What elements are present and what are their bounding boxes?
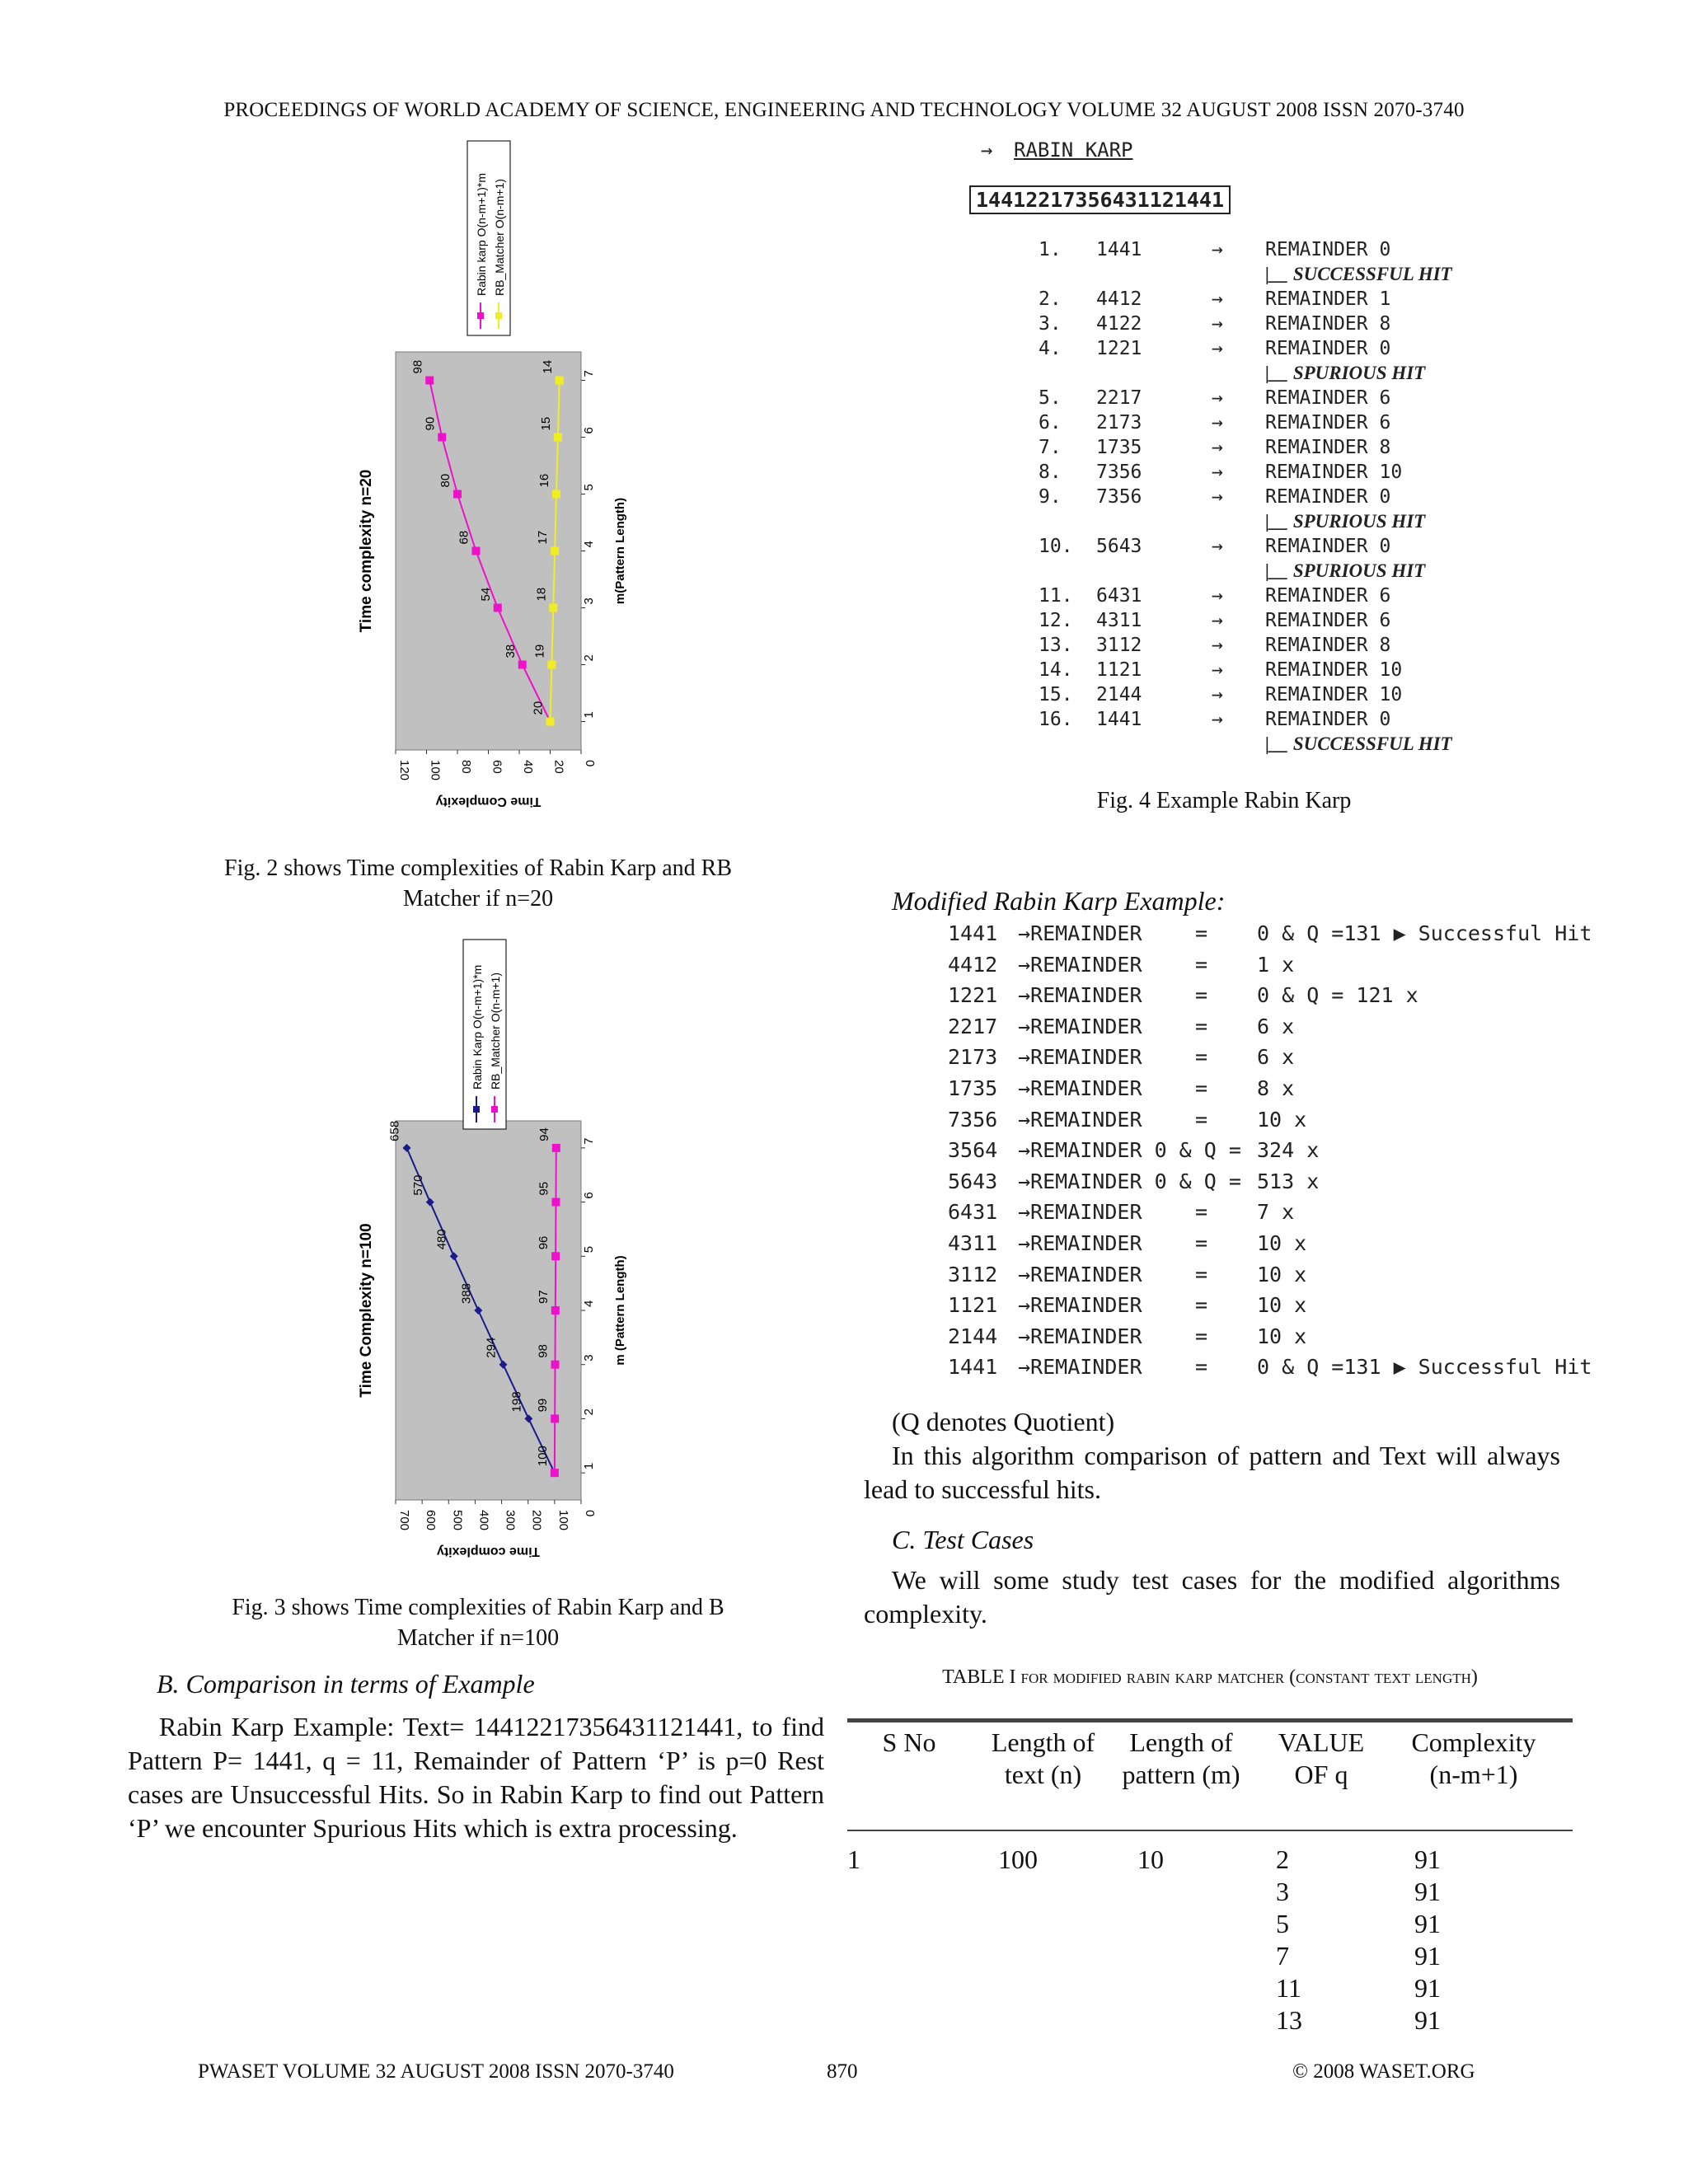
modified-row-result: 8 x	[1257, 1076, 1295, 1100]
x-tick-label: 1	[582, 1462, 596, 1470]
fig4-row-number: 16.	[1039, 709, 1073, 730]
data-point	[551, 1306, 560, 1315]
data-label: 18	[534, 587, 549, 602]
legend-marker	[473, 1106, 480, 1113]
table1-cell-q: 13	[1276, 2005, 1302, 2035]
fig4-row-remainder: REMAINDER 8	[1265, 313, 1391, 335]
x-tick-label: 1	[582, 711, 596, 719]
modified-row-equals: =	[1195, 1355, 1208, 1380]
legend-entry: RB_Matcher O(n-m+1)	[489, 972, 502, 1090]
modified-row-result: 7 x	[1257, 1200, 1295, 1225]
x-tick-label: 5	[582, 1245, 596, 1254]
fig4-row-value: 6431	[1096, 585, 1142, 607]
section-b-heading: B. Comparison in terms of Example	[157, 1669, 535, 1699]
table1-cell-complexity: 91	[1414, 1844, 1441, 1874]
x-tick-label: 7	[582, 1137, 596, 1145]
fig4-row-number: 13.	[1039, 635, 1073, 656]
fig2-chart	[338, 136, 643, 812]
y-tick-label: 200	[529, 1510, 544, 1531]
modified-row-result: 6 x	[1257, 1045, 1295, 1070]
data-label: 80	[438, 473, 452, 488]
modified-row-value: 3564	[948, 1138, 998, 1163]
data-label: 388	[459, 1282, 474, 1304]
fig4-row-note: |__ SPURIOUS HIT	[1265, 560, 1426, 581]
table1-cell-sno: 1	[847, 1844, 860, 1874]
data-label: 96	[537, 1235, 551, 1250]
fig4-row-remainder: REMAINDER 1	[1265, 288, 1391, 310]
fig4-row-remainder: REMAINDER 0	[1265, 486, 1391, 508]
fig4-row-remainder: REMAINDER 8	[1265, 437, 1391, 458]
fig4-row-number: 6.	[1039, 412, 1062, 434]
data-point	[551, 547, 559, 555]
modified-row-value: 1441	[948, 921, 998, 945]
fig4-row-remainder: REMAINDER 0	[1265, 338, 1391, 359]
modified-row-result: 10 x	[1257, 1107, 1307, 1132]
modified-row-value: 1441	[948, 1355, 998, 1380]
fig4-row-number: 10.	[1039, 536, 1073, 557]
x-tick-label: 3	[582, 598, 596, 605]
fig3-chart	[338, 931, 643, 1558]
fig4-row-value: 4311	[1096, 610, 1142, 631]
fig4-row-number: 9.	[1039, 486, 1062, 508]
modified-row-result: 0 & Q = 121 x	[1257, 983, 1418, 1008]
data-point	[551, 1252, 560, 1260]
table1-header-complexity: Complexity (n-m+1)	[1411, 1727, 1536, 1789]
modified-row-equals: =	[1195, 1014, 1208, 1038]
fig4-row-note: |__ SUCCESSFUL HIT	[1265, 733, 1452, 754]
fig4-caption: Fig. 4 Example Rabin Karp	[1096, 788, 1352, 813]
modified-row-value: 4311	[948, 1231, 998, 1255]
modified-row-label: →REMAINDER	[1018, 1231, 1142, 1255]
modified-row-result: 10 x	[1257, 1324, 1307, 1348]
legend-marker	[477, 312, 484, 319]
fig4-row-arrow: →	[1212, 536, 1223, 557]
data-label: 95	[537, 1181, 551, 1196]
fig4-row-arrow: →	[1212, 585, 1223, 607]
fig4-text-box: 14412217356431121441	[969, 185, 1231, 214]
fig2-chart-svg	[338, 136, 643, 812]
x-axis-title: m(Pattern Length)	[613, 497, 627, 605]
y-tick-label: 60	[490, 760, 504, 774]
modified-row-label: →REMAINDER	[1018, 1262, 1142, 1286]
fig4-row-value: 7356	[1096, 462, 1142, 483]
fig4-row-number: 11.	[1039, 585, 1073, 607]
table1-title-rest: for modified rabin karp matcher (constant text length)	[1020, 1666, 1478, 1688]
fig4-row-arrow: →	[1212, 709, 1223, 730]
modified-row-value: 5643	[948, 1169, 998, 1193]
data-label: 99	[536, 1398, 551, 1413]
legend-entry: Rabin Karp O(n-m+1)*m	[471, 964, 484, 1090]
fig4-row-arrow: →	[1212, 684, 1223, 705]
x-tick-label: 4	[582, 1300, 596, 1307]
table1-cell-q: 2	[1276, 1844, 1289, 1874]
modified-row-equals: =	[1195, 1076, 1208, 1100]
x-tick-label: 5	[582, 484, 596, 491]
fig4-row-value: 1441	[1096, 709, 1142, 730]
y-tick-label: 100	[428, 760, 443, 781]
fig4-row-number: 1.	[1039, 239, 1062, 260]
data-label: 294	[484, 1337, 499, 1358]
fig4-row-number: 2.	[1039, 288, 1062, 310]
data-point	[552, 490, 560, 499]
table1-cell-complexity: 91	[1414, 1941, 1441, 1971]
data-label: 94	[537, 1127, 551, 1141]
modified-row-label: →REMAINDER 0 & Q =	[1018, 1138, 1241, 1163]
fig4-row-arrow: →	[1212, 313, 1223, 335]
section-c-heading: C. Test Cases	[892, 1525, 1034, 1554]
fig4-row-arrow: →	[1212, 486, 1223, 508]
fig4-row-value: 1221	[1096, 338, 1142, 359]
modified-row-equals: =	[1195, 1231, 1208, 1255]
fig4-row-number: 8.	[1039, 462, 1062, 483]
data-label: 658	[387, 1120, 402, 1141]
table1-cell-m: 10	[1137, 1844, 1164, 1874]
modified-row-value: 6431	[948, 1200, 998, 1225]
fig4-title: RABIN KARP	[1014, 138, 1133, 162]
x-tick-label: 6	[582, 1192, 596, 1199]
table1-cell-q: 7	[1276, 1941, 1289, 1971]
fig4-row-number: 3.	[1039, 313, 1062, 335]
data-point	[551, 1414, 559, 1422]
modified-table	[948, 921, 1592, 1391]
modified-row-result: 513 x	[1257, 1169, 1320, 1193]
modified-row-value: 4412	[948, 952, 998, 977]
modified-row-value: 2173	[948, 1045, 998, 1070]
data-point	[546, 718, 555, 726]
modified-row-result: 10 x	[1257, 1262, 1307, 1286]
x-tick-label: 6	[582, 427, 596, 434]
data-point	[472, 547, 481, 555]
data-label: 97	[536, 1290, 551, 1304]
modified-row-result: 10 x	[1257, 1293, 1307, 1318]
y-tick-label: 0	[583, 760, 597, 767]
y-axis-title: Time complexity	[436, 1544, 541, 1558]
legend-entry: Rabin karp O(n-m+1)*m	[475, 173, 488, 296]
legend-marker	[491, 1106, 498, 1113]
data-label: 19	[532, 644, 547, 658]
modified-row-equals: =	[1195, 952, 1208, 977]
fig4-row-value: 5643	[1096, 536, 1142, 557]
fig4-row-remainder: REMAINDER 6	[1265, 412, 1391, 434]
y-tick-label: 80	[459, 760, 473, 774]
data-label: 17	[536, 530, 551, 545]
modified-row-equals: =	[1195, 983, 1208, 1008]
modified-row-value: 1121	[948, 1293, 998, 1318]
modified-row-result: 1 x	[1257, 952, 1295, 977]
modified-row-value: 2217	[948, 1014, 998, 1038]
data-label: 68	[457, 530, 471, 545]
fig4-row-remainder: REMAINDER 0	[1265, 536, 1391, 557]
legend-marker	[495, 312, 502, 319]
modified-row-result: 0 & Q =131 ▶ Successful Hit	[1257, 1355, 1592, 1380]
y-tick-label: 500	[450, 1510, 465, 1531]
data-label: 20	[531, 701, 546, 715]
data-label: 98	[536, 1344, 551, 1358]
table1-cell-q: 11	[1276, 1973, 1301, 2003]
modified-row-result: 0 & Q =131 ▶ Successful Hit	[1257, 921, 1592, 945]
y-tick-label: 400	[476, 1510, 491, 1531]
fig4-row-note: |__ SPURIOUS HIT	[1265, 363, 1426, 383]
fig4-row-value: 2217	[1096, 387, 1142, 409]
table1-header-m: Length of pattern (m)	[1122, 1727, 1240, 1789]
data-point	[556, 377, 564, 385]
fig3-chart-svg	[338, 931, 643, 1558]
fig4-row-value: 3112	[1096, 635, 1142, 656]
footer-left: PWASET VOLUME 32 AUGUST 2008 ISSN 2070-3740	[198, 2060, 674, 2083]
data-label: 100	[535, 1446, 550, 1467]
data-point	[518, 661, 527, 669]
data-label: 14	[540, 359, 555, 374]
modified-row-label: →REMAINDER	[1018, 1293, 1142, 1318]
data-point	[453, 490, 462, 499]
data-label: 16	[537, 473, 551, 488]
data-point	[551, 1198, 560, 1207]
section-b-text: Rabin Karp Example: Text= 14412217356431121441, to find Pattern P= 1441, q = 11, Remainder of Pattern ‘P’ is p=0 Rest cases are Unsuccessful Hits. So in Rabin Karp to find out Pattern ‘P’ we encounter Spurious Hits which is extra processing.	[128, 1712, 824, 1843]
modified-row-result: 6 x	[1257, 1014, 1295, 1038]
fig4-title-arrow: →	[981, 138, 993, 162]
x-axis-title: m (Pattern Length)	[613, 1255, 627, 1366]
fig4-row-value: 2173	[1096, 412, 1142, 434]
section-c-paragraph	[864, 1563, 1560, 1631]
fig4-row-arrow: →	[1212, 462, 1223, 483]
fig4-row-value: 1121	[1096, 659, 1142, 681]
fig4-row-arrow: →	[1212, 659, 1223, 681]
table1-top-rule	[847, 1718, 1573, 1722]
modified-row-label: →REMAINDER	[1018, 1324, 1142, 1348]
fig4-row-value: 1735	[1096, 437, 1142, 458]
fig4-row-value: 2144	[1096, 684, 1142, 705]
footer-page-number: 870	[827, 2060, 858, 2083]
data-label: 98	[410, 359, 425, 374]
chart-title: Time Complexity n=100	[358, 1223, 375, 1398]
modified-row-label: →REMAINDER	[1018, 1355, 1142, 1380]
fig4-row-note: |__ SPURIOUS HIT	[1265, 511, 1426, 532]
x-tick-label: 7	[582, 370, 596, 377]
data-point	[547, 661, 556, 669]
y-tick-label: 40	[521, 760, 535, 774]
table1-title	[847, 1666, 1573, 1689]
modified-note-text: (Q denotes Quotient)	[892, 1407, 1115, 1436]
fig4-row-arrow: →	[1212, 288, 1223, 310]
modified-row-equals: =	[1195, 1200, 1208, 1225]
modified-row-label: →REMAINDER 0 & Q =	[1018, 1169, 1241, 1193]
data-label: 480	[434, 1229, 449, 1250]
fig4-row-value: 4412	[1096, 288, 1142, 310]
modified-row-label: →REMAINDER	[1018, 952, 1142, 977]
modified-row-equals: =	[1195, 1324, 1208, 1348]
fig2-caption-line2: Matcher if n=20	[402, 886, 554, 912]
fig4-figure	[964, 136, 1508, 771]
modified-row-label: →REMAINDER	[1018, 921, 1142, 945]
data-label: 38	[503, 644, 518, 658]
y-tick-label: 100	[556, 1510, 570, 1531]
data-label: 15	[538, 416, 553, 431]
fig4-row-number: 7.	[1039, 437, 1062, 458]
fig4-row-remainder: REMAINDER 0	[1265, 709, 1391, 730]
modified-row-value: 3112	[948, 1262, 998, 1286]
modified-row-equals: =	[1195, 1045, 1208, 1070]
y-tick-label: 20	[551, 760, 566, 774]
fig3-caption-line1: Fig. 3 shows Time complexities of Rabin Karp and B	[232, 1595, 724, 1620]
data-point	[494, 604, 502, 612]
y-tick-label: 120	[397, 760, 411, 781]
fig4-row-arrow: →	[1212, 635, 1223, 656]
fig4-row-arrow: →	[1212, 610, 1223, 631]
fig4-row-number: 15.	[1039, 684, 1073, 705]
modified-row-value: 2144	[948, 1324, 998, 1348]
legend-entry: RB_Matcher O(n-m+1)	[493, 179, 506, 296]
modified-row-label: →REMAINDER	[1018, 1200, 1142, 1225]
fig4-row-remainder: REMAINDER 6	[1265, 585, 1391, 607]
modified-row-label: →REMAINDER	[1018, 1014, 1142, 1038]
x-tick-label: 2	[582, 1408, 596, 1416]
modified-heading: Modified Rabin Karp Example:	[892, 886, 1226, 916]
table1-header-n: Length of text (n)	[991, 1727, 1095, 1789]
chart-title: Time complexity n=20	[358, 469, 375, 633]
data-label: 54	[478, 587, 493, 602]
modified-row-result: 10 x	[1257, 1231, 1307, 1255]
table1-header-q: VALUE OF q	[1278, 1727, 1365, 1789]
x-tick-label: 2	[582, 654, 596, 662]
y-tick-label: 700	[397, 1510, 411, 1531]
fig4-row-remainder: REMAINDER 10	[1265, 659, 1403, 681]
modified-row-label: →REMAINDER	[1018, 983, 1142, 1008]
data-label: 90	[423, 416, 438, 431]
fig4-row-value: 1441	[1096, 239, 1142, 260]
section-b-paragraph	[128, 1710, 824, 1845]
fig4-row-number: 12.	[1039, 610, 1073, 631]
fig4-row-remainder: REMAINDER 10	[1265, 462, 1403, 483]
modified-row-value: 1735	[948, 1076, 998, 1100]
fig4-row-value: 7356	[1096, 486, 1142, 508]
fig4-row-remainder: REMAINDER 8	[1265, 635, 1391, 656]
fig3-caption	[140, 1592, 816, 1653]
fig4-row-value: 4122	[1096, 313, 1142, 335]
x-tick-label: 4	[582, 541, 596, 548]
fig4-row-note: |__ SUCCESSFUL HIT	[1265, 264, 1452, 284]
fig4-row-number: 14.	[1039, 659, 1073, 681]
running-header: PROCEEDINGS OF WORLD ACADEMY OF SCIENCE, ENGINEERING AND TECHNOLOGY VOLUME 32 AUGUST 2008 ISSN 2070-3740	[223, 99, 1465, 121]
table1-cell-n: 100	[998, 1844, 1038, 1874]
data-point	[438, 434, 446, 442]
table1-cell-complexity: 91	[1414, 1909, 1441, 1938]
section-c-text: We will some study test cases for the modified algorithms complexity.	[864, 1565, 1560, 1629]
data-point	[425, 377, 434, 385]
y-tick-label: 600	[424, 1510, 438, 1531]
fig4-row-remainder: REMAINDER 0	[1265, 239, 1391, 260]
footer-right: © 2008 WASET.ORG	[1292, 2060, 1475, 2083]
table1-header-sno: S No	[882, 1727, 936, 1757]
table1-cell-complexity: 91	[1414, 1973, 1441, 2003]
fig4-row-number: 4.	[1039, 338, 1062, 359]
data-label: 570	[410, 1174, 425, 1196]
table1-cell-complexity: 91	[1414, 1877, 1441, 1906]
table1-header-rule	[847, 1830, 1573, 1831]
fig3-caption-line2: Matcher if n=100	[396, 1625, 560, 1651]
fig4-row-arrow: →	[1212, 412, 1223, 434]
table1-cell-q: 3	[1276, 1877, 1289, 1906]
modified-row-equals: =	[1195, 921, 1208, 945]
modified-row-equals: =	[1195, 1262, 1208, 1286]
modified-row-equals: =	[1195, 1107, 1208, 1132]
fig4-row-arrow: →	[1212, 239, 1223, 260]
modified-paragraph: In this algorithm comparison of pattern and Text will always lead to successful hits.	[864, 1441, 1560, 1504]
fig2-caption-line1: Fig. 2 shows Time complexities of Rabin Karp and RB	[224, 855, 732, 881]
x-tick-label: 3	[582, 1354, 596, 1361]
table1	[847, 1718, 1573, 2040]
modified-row-value: 1221	[948, 983, 998, 1008]
fig4-row-arrow: →	[1212, 387, 1223, 409]
modified-row-value: 7356	[948, 1107, 998, 1132]
y-tick-label: 300	[503, 1510, 518, 1531]
fig4-row-number: 5.	[1039, 387, 1062, 409]
fig4-row-arrow: →	[1212, 437, 1223, 458]
y-tick-label: 0	[583, 1510, 597, 1517]
fig2-caption	[140, 853, 816, 914]
modified-row-label: →REMAINDER	[1018, 1045, 1142, 1070]
table1-title-prefix: TABLE I	[942, 1666, 1021, 1688]
table1-cell-complexity: 91	[1414, 2005, 1441, 2035]
modified-row-result: 324 x	[1257, 1138, 1320, 1163]
data-point	[549, 604, 557, 612]
data-point	[554, 434, 562, 442]
fig4-row-remainder: REMAINDER 10	[1265, 684, 1403, 705]
fig4-row-remainder: REMAINDER 6	[1265, 610, 1391, 631]
modified-row-label: →REMAINDER	[1018, 1076, 1142, 1100]
modified-row-label: →REMAINDER	[1018, 1107, 1142, 1132]
modified-note	[864, 1405, 1560, 1507]
data-point	[552, 1144, 560, 1152]
y-axis-title: Time Complexity	[435, 794, 542, 808]
modified-row-equals: =	[1195, 1293, 1208, 1318]
data-point	[551, 1361, 560, 1369]
fig4-row-remainder: REMAINDER 6	[1265, 387, 1391, 409]
table1-cell-q: 5	[1276, 1909, 1289, 1938]
data-point	[551, 1469, 559, 1477]
fig4-row-arrow: →	[1212, 338, 1223, 359]
data-label: 198	[509, 1391, 524, 1413]
